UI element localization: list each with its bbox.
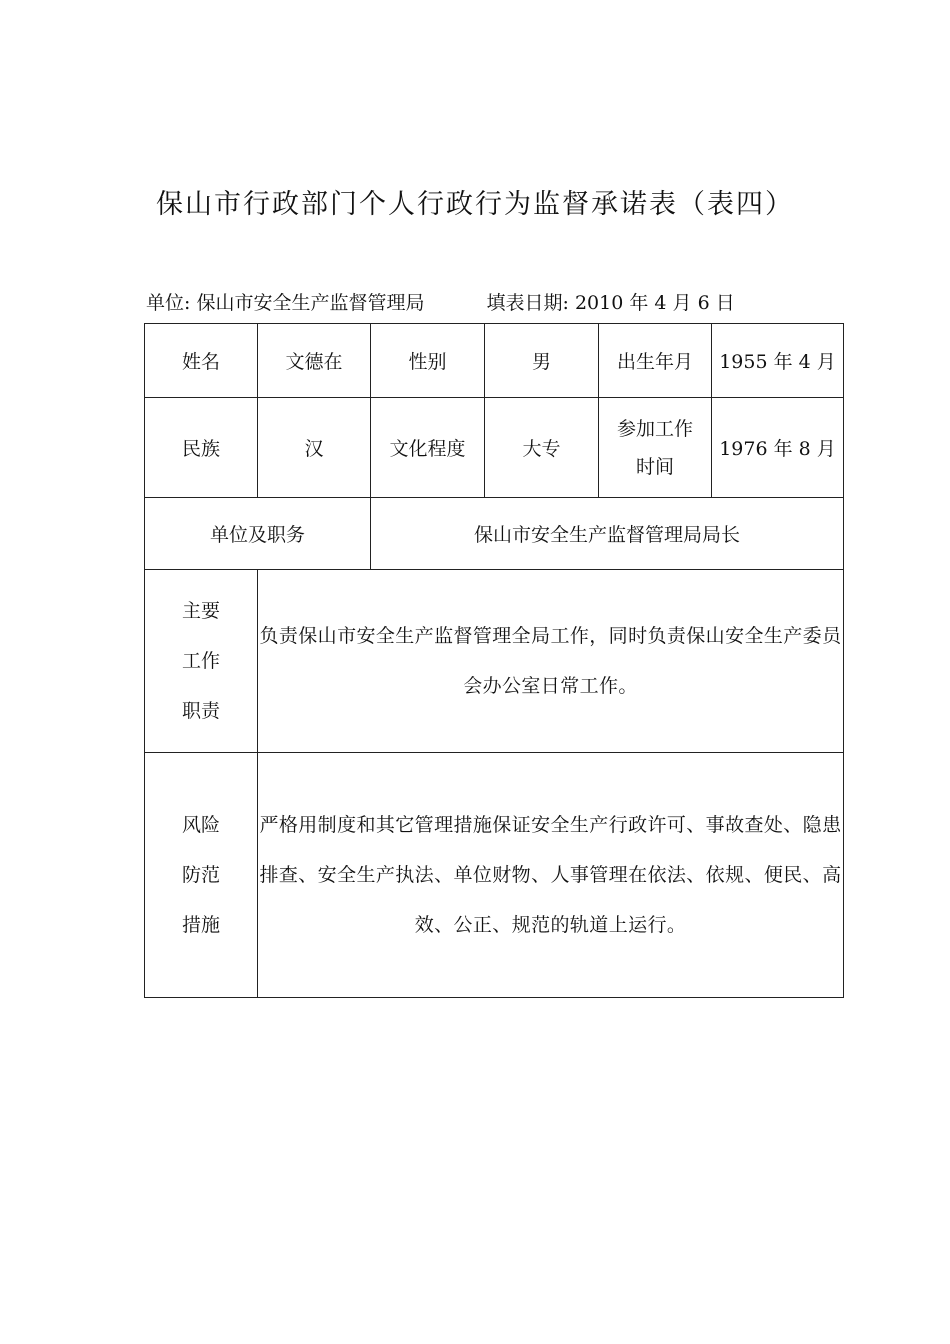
gender-value: 男 [485,324,599,398]
duties-text: 负责保山市安全生产监督管理全局工作，同时负责保山安全生产委员会办公室日常工作。 [258,570,844,753]
table-row [145,570,844,753]
work-start-label-line: 时间 [635,455,674,478]
risk-text: 严格用制度和其它管理措施保证安全生产行政许可、事故查处、隐患排查、安全生产执法、单位财物、人事管理在依法、依规、便民、高效、公正、规范的轨道上运行。 [258,753,844,998]
duties-label-line: 职责 [181,700,220,722]
work-start-value: 1976 年 8 月 [712,398,844,498]
table-row [145,498,844,570]
commitment-form-table [144,323,844,998]
work-start-label-line: 参加工作 [616,417,693,440]
education-label: 文化程度 [371,398,485,498]
name-label: 姓名 [145,324,258,398]
document-title: 保山市行政部门个人行政行为监督承诺表（表四） [156,189,794,220]
unit-value: 保山市安全生产监督管理局 [196,292,425,314]
duties-label [145,570,258,753]
gender-label: 性别 [371,324,485,398]
risk-label-line: 防范 [181,864,220,886]
table-row [145,324,844,398]
position-value: 保山市安全生产监督管理局局长 [371,498,844,570]
table-row [145,398,844,498]
work-start-label [599,398,712,498]
duties-label-line: 主要 [181,600,220,622]
form-meta [146,288,735,315]
name-value: 文德在 [258,324,371,398]
birth-label: 出生年月 [599,324,712,398]
duties-label-line: 工作 [181,650,220,672]
ethnicity-value: 汉 [258,398,371,498]
risk-label-line: 风险 [181,814,220,836]
risk-label [145,753,258,998]
position-label: 单位及职务 [145,498,371,570]
fill-date-label: 填表日期: [486,292,569,314]
unit-label: 单位: [146,292,191,314]
education-value: 大专 [485,398,599,498]
ethnicity-label: 民族 [145,398,258,498]
fill-date-value: 2010 年 4 月 6 日 [574,292,735,314]
table-row [145,753,844,998]
birth-value: 1955 年 4 月 [712,324,844,398]
risk-label-line: 措施 [181,914,220,936]
